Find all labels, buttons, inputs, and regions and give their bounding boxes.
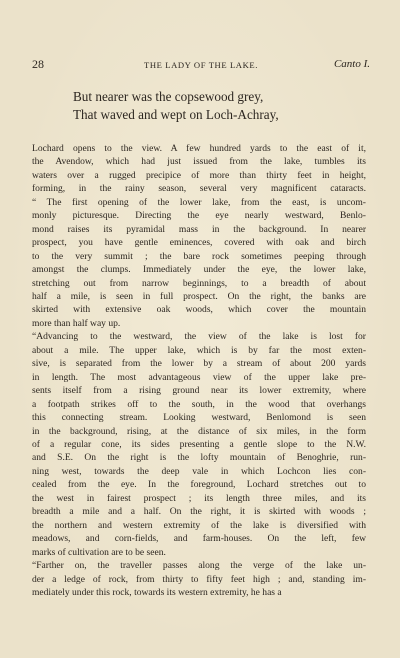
- prose-line: mediately under this rock, towards its western extremity, he has a: [32, 586, 282, 598]
- prose-line: forming, in the rainy season, several very magnificent cataracts.: [32, 183, 366, 195]
- prose-line: ning west, towards the deep vale in which Lochcon lies con-: [32, 465, 366, 477]
- prose-line: stretching out from narrow beginnings, to a breadth of about: [32, 277, 366, 289]
- prose-line: der a ledge of rock, from thirty to fifty feet high ; and, standing im-: [32, 573, 366, 585]
- prose-line: mond raises its pyramidal mass in the background. In nearer: [32, 223, 366, 235]
- prose-line: sents itself from a rising ground near its lower extremity, where: [32, 385, 366, 397]
- prose-line: in length. The most advantageous view of the upper lake pre-: [32, 371, 366, 383]
- prose-line: monly picturesque. Directing the eye nearly westward, Benlo-: [32, 210, 366, 222]
- prose-line: in the background, rising, at the distance of six miles, in the form: [32, 425, 366, 437]
- prose-line: more than half way up.: [32, 317, 121, 329]
- prose-note: [32, 142, 366, 599]
- prose-line: prospect, you have gentle eminences, covered with oak and birch: [32, 237, 366, 249]
- prose-line: skirted with extensive oak woods, which cover the mountain: [32, 304, 366, 316]
- prose-line: half a mile, is seen in full prospect. On the right, the banks are: [32, 290, 366, 302]
- running-header: [32, 57, 370, 71]
- prose-line: a footpath strikes off to the south, in the wood that overhangs: [32, 398, 366, 410]
- prose-line: “Farther on, the traveller passes along the verge of the lake un-: [32, 560, 366, 572]
- prose-line: marks of cultivation are to be seen.: [32, 546, 166, 558]
- prose-line: “Advancing to the westward, the view of the lake is lost for: [32, 331, 366, 343]
- prose-line: this connecting stream. Looking westward, Benlomond is seen: [32, 412, 366, 424]
- verse-line: That waved and wept on Loch-Achray,: [73, 107, 279, 122]
- prose-line: the Avendow, which had just issued from the lake, tumbles its: [32, 156, 366, 168]
- prose-line: breadth a mile and a half. On the right, it is skirted with woods ;: [32, 506, 366, 518]
- prose-line: the west in fairest prospect ; its length three miles, and its: [32, 492, 366, 504]
- canto-label: Canto I.: [333, 58, 370, 70]
- prose-line: meadows, and corn-fields, and farm-houses. On the left, few: [32, 533, 366, 545]
- prose-line: the northern and western extremity of the lake is diversified with: [32, 519, 366, 531]
- running-title: THE LADY OF THE LAKE.: [143, 60, 259, 70]
- prose-line: and S.E. On the right is the lofty mountain of Benoghrie, run-: [32, 452, 366, 464]
- prose-line: cealed from the eye. In the foreground, Lochard stretches out to: [32, 479, 366, 491]
- prose-line: to the very summit ; the bare rock sometimes peeping through: [32, 250, 366, 262]
- verse-block: [73, 88, 279, 124]
- prose-line: amongst the clumps. Immediately under the eye, the lower lake,: [32, 264, 366, 276]
- verse-line: But nearer was the copsewood grey,: [73, 89, 264, 104]
- prose-line: “ The first opening of the lower lake, from the east, is uncom-: [32, 196, 366, 208]
- prose-line: waters over a rugged precipice of more than thirty feet in height,: [32, 169, 366, 181]
- prose-line: about a mile. The upper lake, which is by far the most exten-: [32, 344, 366, 356]
- prose-line: Lochard opens to the view. A few hundred yards to the east of it,: [32, 143, 366, 154]
- prose-line: sive, is separated from the lower by a stream of about 200 yards: [32, 358, 366, 370]
- prose-line: of a regular cone, its sides presenting a gentle slope to the N.W.: [32, 438, 366, 450]
- page-number: 28: [32, 57, 44, 71]
